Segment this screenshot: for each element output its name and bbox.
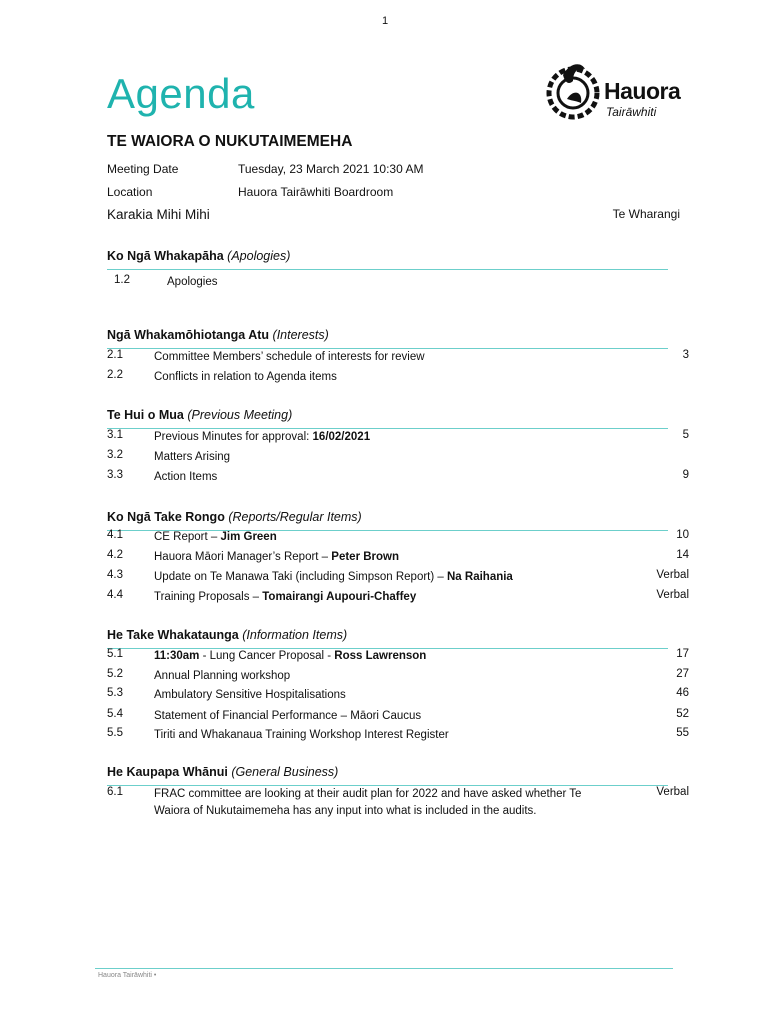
logo-name: Hauora: [604, 78, 681, 104]
section-title: He Take Whakataunga (Information Items): [107, 628, 348, 642]
location-value: Hauora Tairāwhiti Boardroom: [238, 185, 394, 199]
section-apologies: [107, 247, 668, 270]
footer-text: Hauora Tairāwhiti •: [98, 972, 157, 979]
logo-subtitle: Tairāwhiti: [606, 105, 657, 119]
section-title: Ko Ngā Whakapāha (Apologies): [107, 249, 291, 263]
committee-name: TE WAIORA O NUKUTAIMEMEHA: [107, 133, 353, 150]
section-previous-meeting: [107, 406, 668, 429]
section-title: Te Hui o Mua (Previous Meeting): [107, 408, 293, 422]
section-title: Ko Ngā Take Rongo (Reports/Regular Items): [107, 510, 362, 524]
footer-divider: [95, 968, 673, 969]
section-title: He Kaupapa Whānui (General Business): [107, 765, 339, 779]
section-information-items: [107, 626, 668, 649]
page-number: 1: [381, 15, 389, 27]
page-title: Agenda: [107, 70, 255, 117]
meeting-date-value: Tuesday, 23 March 2021 10:30 AM: [238, 162, 424, 176]
karakia-presenter: Te Wharangi: [612, 207, 680, 221]
location-label: Location: [107, 185, 153, 199]
section-reports: [107, 508, 668, 531]
meeting-date-label: Meeting Date: [107, 162, 179, 176]
karakia: Karakia Mihi Mihi: [107, 207, 210, 222]
section-interests: [107, 326, 668, 349]
section-title: Ngā Whakamōhiotanga Atu (Interests): [107, 328, 329, 342]
section-general-business: [107, 763, 668, 786]
